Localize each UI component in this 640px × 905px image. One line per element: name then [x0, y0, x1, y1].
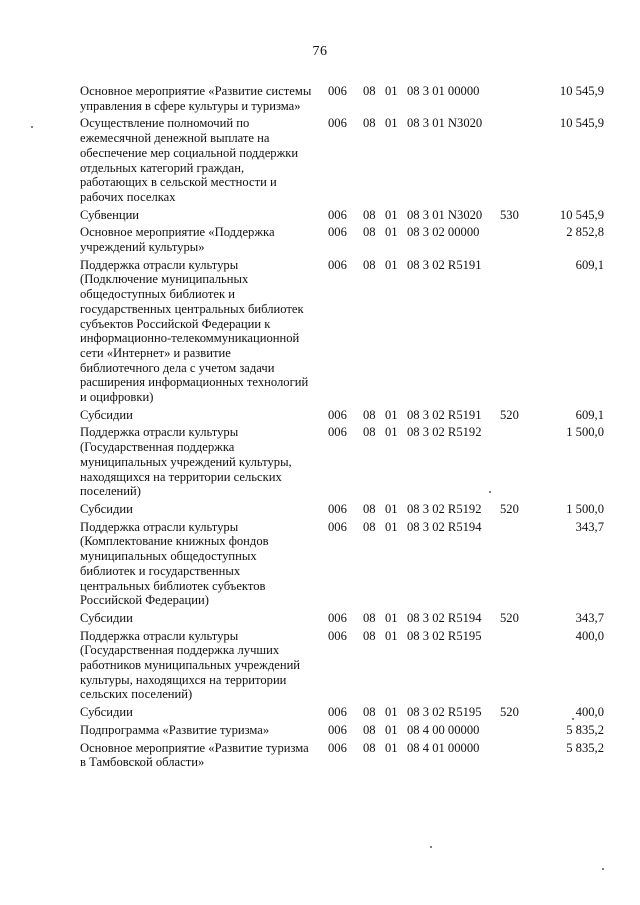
row-sum: 343,7: [575, 610, 604, 625]
page-number: 76: [312, 44, 328, 59]
row-pr: 01: [385, 257, 398, 272]
row-pr: 01: [385, 610, 398, 625]
row-rz: 08: [363, 225, 376, 240]
row-pr: 01: [385, 207, 398, 222]
row-sum: 5 835,2: [566, 722, 604, 737]
row-pr: 01: [385, 425, 398, 440]
table-row: [80, 741, 612, 770]
row-vr: 520: [500, 501, 519, 516]
scan-speck: [602, 868, 604, 870]
row-pr: 01: [385, 740, 398, 755]
row-csr: 08 3 02 00000: [407, 225, 480, 240]
table-row: [80, 520, 612, 608]
row-name: Подпрограмма «Развитие туризма»: [80, 722, 270, 737]
row-name: Субвенции: [80, 207, 140, 222]
table-row: [80, 723, 612, 738]
row-rz: 08: [363, 628, 376, 643]
row-csr: 08 4 00 00000: [407, 722, 480, 737]
row-ved: 006: [328, 628, 347, 643]
row-rz: 08: [363, 519, 376, 534]
row-name: Субсидии: [80, 407, 133, 422]
row-ved: 006: [328, 705, 347, 720]
row-name: Осуществление полномочий по ежемесячной денежной выплате на обеспечение мер социальной поддержки отдельных категорий граждан, работающих в сельской местности и рабочих поселках: [80, 116, 299, 204]
row-ved: 006: [328, 116, 347, 131]
row-vr: 520: [500, 407, 519, 422]
row-csr: 08 3 02 R5194: [407, 610, 482, 625]
row-csr: 08 4 01 00000: [407, 740, 480, 755]
table-row: [80, 225, 612, 254]
row-sum: 10 545,9: [559, 207, 604, 222]
row-vr: 520: [500, 705, 519, 720]
row-pr: 01: [385, 407, 398, 422]
row-name: Поддержка отрасли культуры (Подключение муниципальных общедоступных библиотек и государственных центральных библиотек субъектов Российской Федерации к информационно-телекоммуникационной сети «Интернет» и развитие библиотечного дела с учетом задачи расширения информационных технологий и оцифровки): [80, 257, 309, 405]
row-pr: 01: [385, 628, 398, 643]
row-ved: 006: [328, 519, 347, 534]
row-name: Поддержка отрасли культуры (Государственная поддержка лучших работников муниципальных учреждений культуры, находящихся на территории сельских поселений): [80, 628, 301, 702]
row-pr: 01: [385, 519, 398, 534]
row-pr: 01: [385, 501, 398, 516]
table-row: [80, 208, 612, 223]
row-pr: 01: [385, 722, 398, 737]
table-row: [80, 629, 612, 703]
row-csr: 08 3 02 R5195: [407, 628, 482, 643]
row-rz: 08: [363, 740, 376, 755]
row-csr: 08 3 01 N3020: [407, 116, 483, 131]
row-csr: 08 3 01 00000: [407, 84, 480, 98]
row-rz: 08: [363, 425, 376, 440]
row-sum: 1 500,0: [566, 501, 604, 516]
row-ved: 006: [328, 207, 347, 222]
row-ved: 006: [328, 425, 347, 440]
row-rz: 08: [363, 407, 376, 422]
row-name: Поддержка отрасли культуры (Комплектование книжных фондов муниципальных общедоступных библиотек и государственных центральных библиотек субъектов Российской Федерации): [80, 519, 269, 608]
row-rz: 08: [363, 84, 376, 98]
row-rz: 08: [363, 501, 376, 516]
row-sum: 609,1: [575, 407, 604, 422]
table-row: [80, 258, 612, 405]
scan-speck: [489, 491, 491, 493]
scan-speck: [31, 126, 33, 128]
row-ved: 006: [328, 722, 347, 737]
row-rz: 08: [363, 705, 376, 720]
row-rz: 08: [363, 722, 376, 737]
row-sum: 400,0: [575, 705, 604, 720]
row-rz: 08: [363, 116, 376, 131]
row-pr: 01: [385, 225, 398, 240]
row-csr: 08 3 02 R5195: [407, 705, 482, 720]
row-csr: 08 3 02 R5192: [407, 425, 482, 440]
row-sum: 2 852,8: [566, 225, 604, 240]
row-sum: 1 500,0: [566, 425, 604, 440]
row-sum: 400,0: [575, 628, 604, 643]
row-csr: 08 3 02 R5191: [407, 407, 482, 422]
row-vr: 530: [500, 207, 519, 222]
row-csr: 08 3 02 R5194: [407, 519, 482, 534]
row-rz: 08: [363, 257, 376, 272]
row-ved: 006: [328, 84, 347, 98]
row-sum: 10 545,9: [559, 84, 604, 98]
budget-table: [80, 84, 612, 773]
row-ved: 006: [328, 407, 347, 422]
row-sum: 5 835,2: [566, 740, 604, 755]
row-pr: 01: [385, 84, 398, 98]
scan-speck: [572, 718, 574, 720]
row-name: Субсидии: [80, 610, 133, 625]
row-name: Основное мероприятие «Поддержка учреждений культуры»: [80, 225, 275, 255]
row-csr: 08 3 02 R5191: [407, 257, 482, 272]
row-name: Основное мероприятие «Развитие системы управления в сфере культуры и туризма»: [80, 84, 312, 113]
row-vr: 520: [500, 610, 519, 625]
row-ved: 006: [328, 610, 347, 625]
table-row: [80, 705, 612, 720]
row-pr: 01: [385, 705, 398, 720]
row-sum: 609,1: [575, 257, 604, 272]
table-row: [80, 502, 612, 517]
row-csr: 08 3 01 N3020: [407, 207, 483, 222]
table-row: [80, 116, 612, 204]
row-pr: 01: [385, 116, 398, 131]
table-row: [80, 408, 612, 423]
row-name: Субсидии: [80, 501, 133, 516]
row-rz: 08: [363, 610, 376, 625]
row-sum: 10 545,9: [559, 116, 604, 131]
row-rz: 08: [363, 207, 376, 222]
row-ved: 006: [328, 501, 347, 516]
table-row: [80, 611, 612, 626]
table-row: [80, 84, 612, 113]
row-name: Субсидии: [80, 705, 133, 720]
table-row: [80, 425, 612, 499]
row-name: Основное мероприятие «Развитие туризма в Тамбовской области»: [80, 740, 309, 770]
row-name: Поддержка отрасли культуры (Государственная поддержка муниципальных учреждений культуры, находящихся на территории сельских поселений): [80, 425, 292, 499]
row-csr: 08 3 02 R5192: [407, 501, 482, 516]
row-sum: 343,7: [575, 519, 604, 534]
scan-speck: [430, 846, 432, 848]
row-ved: 006: [328, 257, 347, 272]
row-ved: 006: [328, 740, 347, 755]
row-ved: 006: [328, 225, 347, 240]
